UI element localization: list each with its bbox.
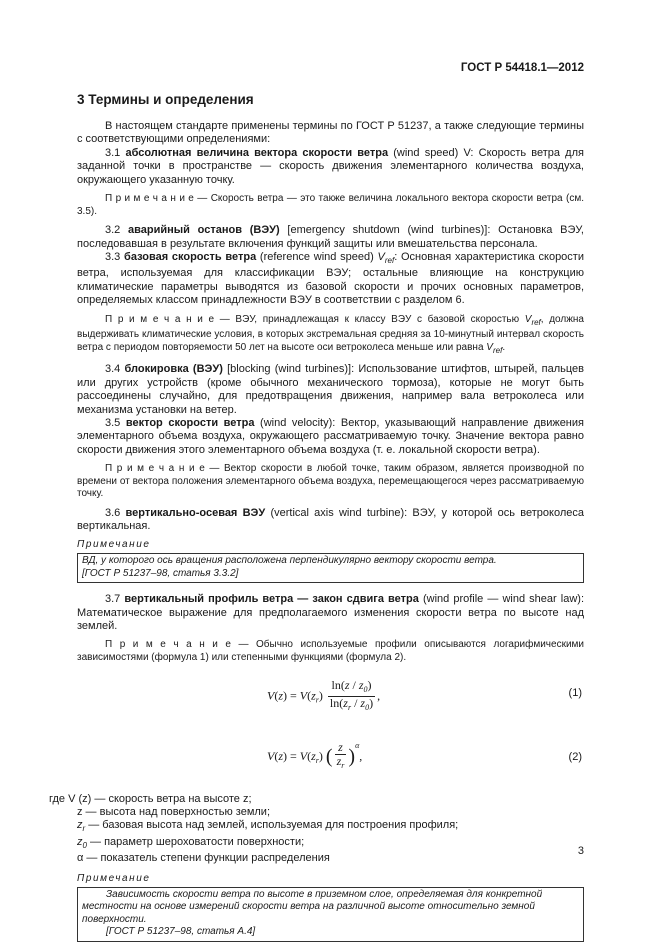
note-3-7-box <box>77 887 584 942</box>
note-3-5: П р и м е ч а н и е — Вектор скорости в любой точке, таким образом, является производной по времени от вектора положения элементарного объема воздуха, перемещающегося через рассматриваемую точку. <box>77 463 585 500</box>
legend-z: z — высота над поверхностью земли; <box>77 805 271 818</box>
term-3-2: 3.2 аварийный останов (ВЭУ) [emergency shutdown (wind turbines)]: Остановка ВЭУ, последовавшая в результате включения функций защиты или вмешательства персонала. <box>77 224 584 250</box>
term-3-1: 3.1 абсолютная величина вектора скорости ветра (wind speed) V: Скорость ветра для заданной точки в пространстве — скорость движения элементарного количества воздуха, окружающего указанную точку. <box>77 146 584 186</box>
note-3-7-label: Примечание <box>77 872 151 884</box>
page-content <box>49 92 585 952</box>
variable-legend <box>49 792 584 866</box>
legend-z0: $z_0$ — параметр шероховатости поверхности; <box>77 835 305 850</box>
note-3-6-ref: [ГОСТ Р 51237–98, статья 3.3.2] <box>82 567 239 579</box>
legend-alpha: α — показатель степени функции распределения <box>77 852 330 865</box>
page-number: 3 <box>577 845 584 857</box>
document-code: ГОСТ Р 54418.1—2012 <box>460 62 584 74</box>
note-3-3: П р и м е ч а н и е — ВЭУ, принадлежащая к классу ВЭУ с базовой скоростью $V_{ref}$, должна выдерживать климатические условия, в которых экстремальная средняя за 10-минутный интервал скорость ветра с периодом повторяемости 50 лет на высоте оси ветроколеса меньше или равна $V_{ref}$. <box>77 313 584 355</box>
section-title: 3 Термины и определения <box>77 92 254 107</box>
legend-intro: где V (z) — скорость ветра на высоте z; <box>49 792 252 805</box>
note-3-6-label: Примечание <box>77 538 151 550</box>
formula-2-number: (2) <box>568 750 582 763</box>
formula-1-expression: $V(z) = V(z_r)$ $\frac{\ln(z / z_0)}{\ln(z_r / z_0)}$ , <box>267 677 381 712</box>
note-3-6-box <box>77 553 584 583</box>
legend-zr: $z_r$ — базовая высота над землей, используемая для построения профиля; <box>77 819 459 834</box>
term-3-4: 3.4 блокировка (ВЭУ) [blocking (wind turbines)]: Использование штифтов, штырей, пальцев или других устройств (кроме обычного механического тормоза), которые не могут быть рассоединены случайно, для предотвращения движения, например вала ветроколеса или механизма установки на ветер. <box>77 363 584 416</box>
formula-2 <box>77 729 584 791</box>
note-3-7-text: Зависимость скорости ветра по высоте в приземном слое, определяемая для конкретной местности на основе измерений скорости ветра на различной высоте относительно земной поверхности. <box>82 888 543 925</box>
term-3-3: 3.3 базовая скорость ветра (reference wind speed) $V_{ref}$: Основная характеристика скорости ветра, используемая для классификации ВЭУ; остальные влияющие на конструкцию климатические параметры выводятся из базовой скорости и прочих основных параметров, определяемых классом принадлежности ВЭУ в соответствии с разделом 6. <box>77 251 584 307</box>
intro-paragraph: В настоящем стандарте применены термины по ГОСТ Р 51237, а также следующие термины с соответствующими определениями: <box>77 120 584 146</box>
term-3-6: 3.6 вертикально-осевая ВЭУ (vertical axis wind turbine): ВЭУ, у которой ось ветроколеса вертикальная. <box>77 507 584 533</box>
note-3-1: П р и м е ч а н и е — Скорость ветра — это также величина локального вектора скорости ветра (см. 3.5). <box>77 193 585 217</box>
formula-1-number: (1) <box>568 686 582 699</box>
note-3-7-ref: [ГОСТ Р 51237–98, статья А.4] <box>106 926 256 938</box>
note-3-6-text: ВД, у которого ось вращения расположена перпендикулярно вектору скорости ветра. <box>82 555 497 567</box>
formula-1 <box>77 671 584 729</box>
term-3-7: 3.7 вертикальный профиль ветра — закон сдвига ветра (wind profile — wind shear law): Математическое выражение для предполагаемого изменения скорости ветра по высоте над землей. <box>77 593 584 632</box>
term-3-5: 3.5 вектор скорости ветра (wind velocity): Вектор, указывающий направление движения элементарного объема воздуха, окружающего рассматриваемую точку. Значение вектора равно скорости движения этого элементарного объема воздуха (т. е. локальной скорости ветра). <box>77 417 584 456</box>
note-3-7: П р и м е ч а н и е — Обычно используемые профили описываются логарифмическими зависимостями (формула 1) или степенными функциями (формула 2). <box>77 639 584 663</box>
formula-2-expression: $V(z) = V(z_r)$ ( $\frac{z}{z_r}$ )$^\alpha$, <box>267 739 363 771</box>
